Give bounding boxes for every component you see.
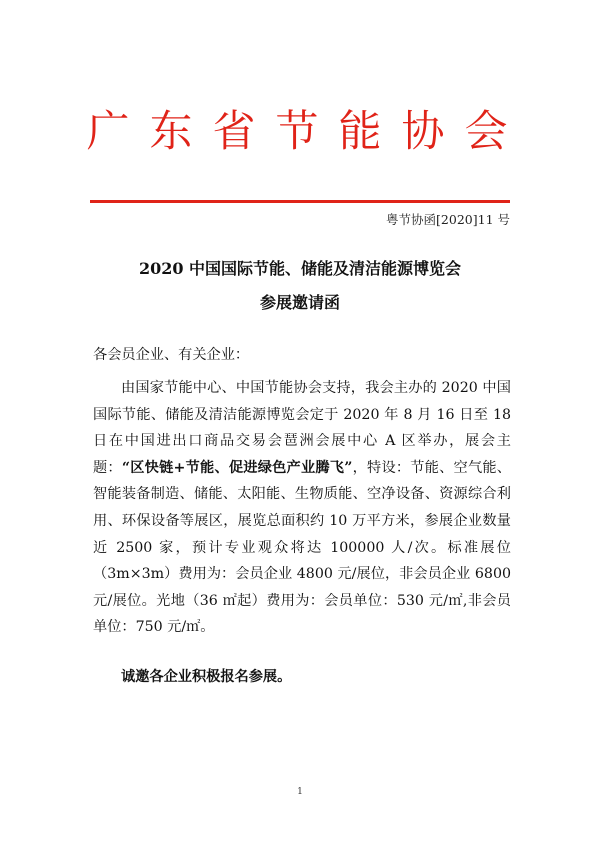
letterhead-divider — [90, 200, 510, 203]
body-text-part1: 由国家节能中心、中国节能协会支持，我会主办的 2020 中国国际节能、储能及清洁能源博览会定于 2020 年 8 月 16 日至 18 日在中国进出口商品交易会琶洲会展中心 A 区举办，展会主题： — [93, 380, 511, 476]
salutation: 各会员企业、有关企业： — [93, 347, 250, 363]
closing-invitation: 诚邀各企业积极报名参展。 — [121, 669, 292, 685]
document-subtitle: 参展邀请函 — [259, 293, 340, 312]
body-paragraph — [93, 375, 511, 641]
page-number: 1 — [297, 787, 303, 797]
letterhead-title: 广东省节能协会 — [86, 107, 528, 157]
exhibition-theme: “区快链+节能、促进绿色产业腾飞” — [121, 459, 353, 476]
document-title: 2020 中国国际节能、储能及清洁能源博览会 — [138, 259, 462, 278]
body-text-part2: ，特设：节能、空气能、智能装备制造、储能、太阳能、生物质能、空净设备、资源综合利用、环保设备等展区，展览总面积约 10 万平方米，参展企业数量近 2500 家，预计专业观众将达 100000 人/次。标准展位（3m×3m）费用为：会员企业 4800 元/展位，非会员企业 6800 元/展位。光地（36 ㎡起）费用为：会员单位：530 元/㎡,非会员单位：750 元/㎡。 — [93, 459, 511, 636]
document-number: 粤节协函[2020]11 号 — [386, 212, 510, 227]
